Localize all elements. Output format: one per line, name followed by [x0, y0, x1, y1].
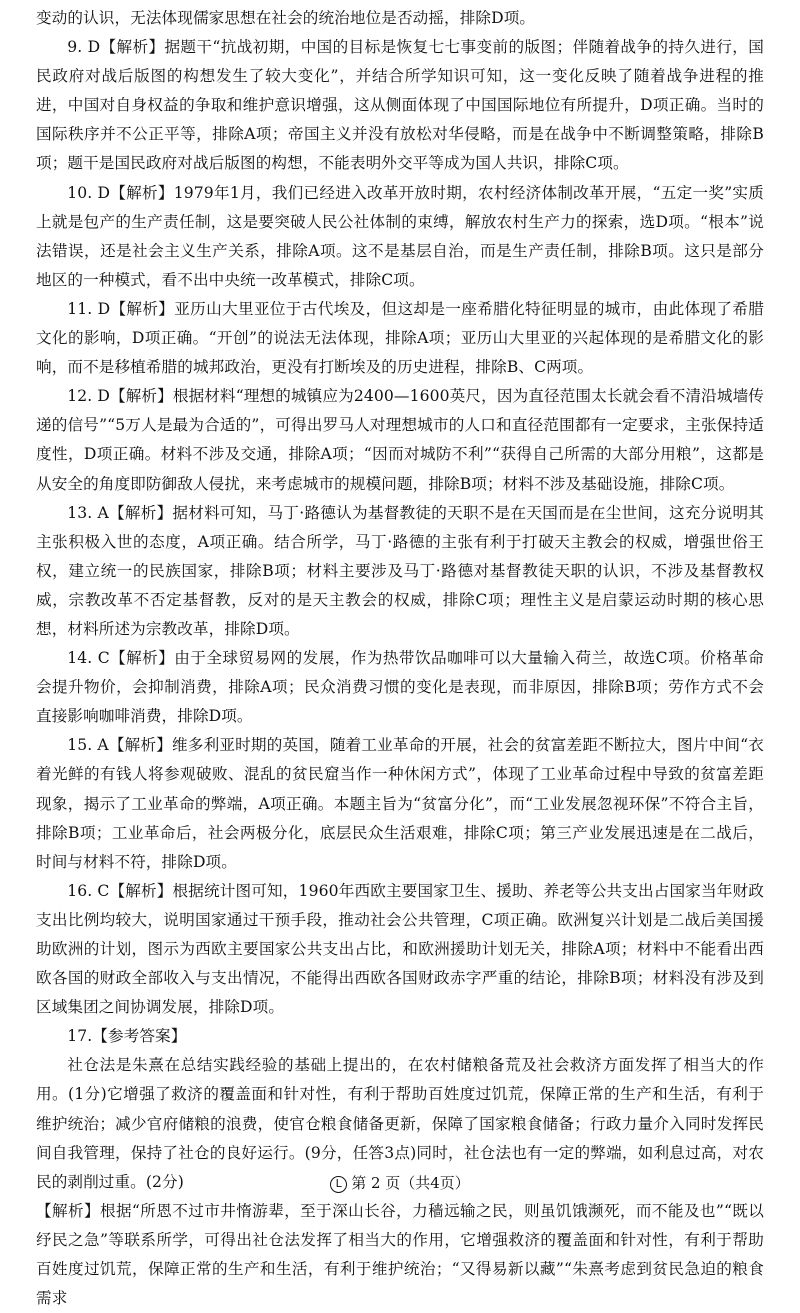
page-footer: [0, 1172, 800, 1193]
answer-17-reference: 社仓法是朱熹在总结实践经验的基础上提出的，在农村储粮备荒及社会救济方面发挥了相当大的作用。(1分)它增强了救济的覆盖面和针对性，有利于帮助百姓度过饥荒，保障正常的生产和生活，有利于维护统治；减少官府储粮的浪费，使官仓粮食储备更新，保障了国家粮食储备；行政力量介入同时发挥民间自我管理，保持了社仓的良好运行。(9分，任答3点)同时，社仓法也有一定的弊端，如利息过高，对农民的剥削过重。(2分): [36, 1056, 764, 1191]
answer-14: 14. C【解析】由于全球贸易网的发展，作为热带饮品咖啡可以大量输入荷兰，故选C项。价格革命会提升物价，会抑制消费，排除A项；民众消费习惯的变化是表现，而非原因，排除B项；劳作方式不会直接影响咖啡消费，排除D项。: [36, 649, 764, 726]
page-number: 第 2 页（共4页）: [351, 1174, 470, 1192]
answer-16: 16. C【解析】根据统计图可知，1960年西欧主要国家卫生、援助、养老等公共支出占国家当年财政支出比例均较大，说明国家通过干预手段，推动社会公共管理，C项正确。欧洲复兴计划是二战后美国援助欧洲的计划，图示为西欧主要国家公共支出占比，和欧洲援助计划无关，排除A项；材料中不能看出西欧各国的财政全部收入与支出情况，不能得出西欧各国财政赤字严重的结论，排除B项；材料没有涉及到区域集团之间协调发展，排除D项。: [36, 881, 764, 1017]
answer-17-heading: 17.【参考答案】: [67, 1027, 187, 1046]
paragraph-continuation: 变动的认识，无法体现儒家思想在社会的统治地位是否动摇，排除D项。: [36, 9, 536, 27]
answer-11: 11. D【解析】亚历山大里亚位于古代埃及，但这却是一座希腊化特征明显的城市，由此体现了希腊文化的影响，D项正确。“开创”的说法无法体现，排除A项；亚历山大里亚的兴起体现的是希腊文化的影响，而不是移植希腊的城邦政治，更没有打断埃及的历史进程，排除B、C两项。: [36, 299, 764, 377]
answer-9: 9. D【解析】据题干“抗战初期，中国的目标是恢复七七事变前的版图；伴随着战争的持久进行，国民政府对战后版图的构想发生了较大变化”，并结合所学知识可知，这一变化反映了随着战争进程的推进，中国对自身权益的争取和维护意识增强，这从侧面体现了中国国际地位有所提升，D项正确。当时的国际秩序并不公正平等，排除A项；帝国主义并没有放松对华侵略，而是在战争中不断调整策略，排除B项；题干是国民政府对战后版图的构想，不能表明外交平等成为国人共识，排除C项。: [36, 38, 764, 173]
answer-10: 10. D【解析】1979年1月，我们已经进入改革开放时期，农村经济体制改革开展，“五定一奖”实质上就是包产的生产责任制，这是要突破人民公社体制的束缚，解放农村生产力的探索，选D项。“根本”说法错误，还是社会主义生产关系，排除A项。这不是基层自治，而是生产责任制，排除B项。这只是部分地区的一种模式，看不出中央统一改革模式，排除C项。: [36, 183, 764, 289]
answer-17-analysis: 【解析】根据“所恩不过市井惰游辈，至于深山长谷，力穑远输之民，则虽饥饿濒死，而不能及也”“既以纾民之急”等联系所学，可得出社仓法发挥了相当大的作用，它增强救济的覆盖面和针对性，有利于帮助百姓度过饥荒，保障正常的生产和生活，有利于维护统治；“又得易新以藏”“朱熹考虑到贫民急迫的粮食需求: [36, 1201, 764, 1308]
answer-15: 15. A【解析】维多利亚时期的英国，随着工业革命的开展，社会的贫富差距不断拉大，图片中间“衣着光鲜的有钱人将参观破败、混乱的贫民窟当作一种休闲方式”，体现了工业革命过程中导致的贫富差距现象，揭示了工业革命的弊端，A项正确。本题主旨为“贫富分化”，而“工业发展忽视环保”不符合主旨，排除B项；工业革命后，社会两极分化，底层民众生活艰难，排除C项；第三产业发展迅速是在二战后，时间与材料不符，排除D项。: [36, 736, 764, 871]
answer-13: 13. A【解析】据材料可知，马丁·路德认为基督教徒的天职不是在天国而是在尘世间，这充分说明其主张积极入世的态度，A项正确。结合所学，马丁·路德的主张有利于打破天主教会的权威，增强世俗王权，建立统一的民族国家，排除B项；材料主要涉及马丁·路德对基督教徒天职的认识，不涉及基督教权威，宗教改革不否定基督教，反对的是天主教会的权威，排除C项；理性主义是启蒙运动时期的核心思想，材料所述为宗教改革，排除D项。: [36, 503, 764, 638]
edition-badge: L: [330, 1176, 347, 1193]
answer-12: 12. D【解析】根据材料“理想的城镇应为2400—1600英尺，因为直径范围太长就会看不清沿城墙传递的信号”“5万人是最为合适的”，可得出罗马人对理想城市的人口和直径范围都有一定要求，主张保持适度性，D项正确。材料不涉及交通，排除A项；“因而对城防不利”“获得自己所需的大部分用粮”，这都是从安全的角度即防御敌人侵扰，来考虑城市的规模问题，排除B项；材料不涉及基础设施，排除C项。: [36, 387, 764, 493]
